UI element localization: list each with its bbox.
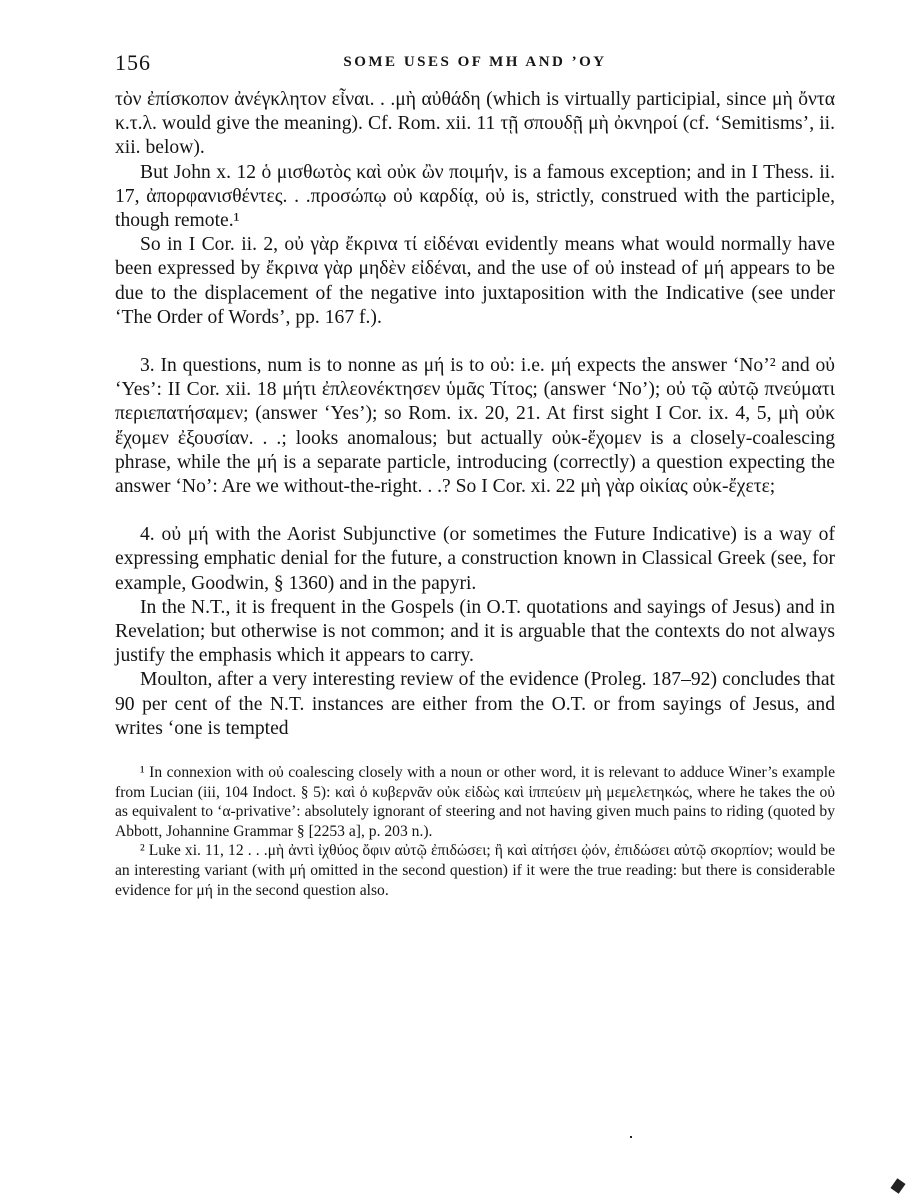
paragraph-i-cor: So in I Cor. ii. 2, οὐ γὰρ ἔκρινα τί εἰδέναι evidently means what would normally have been expressed by ἔκρινα γὰρ μηδὲν εἰδέναι, and the use of οὐ instead of μή appears to be due to the displacement of the negative into juxtaposition with the Indicative (see under ‘The Order of Words’, pp. 167 f.). [115, 234, 835, 328]
paragraph-section-3-questions: 3. In questions, num is to nonne as μή is to οὐ: i.e. μή expects the answer ‘No’² and οὐ ‘Yes’: II Cor. xii. 18 μήτι ἐπλεονέκτησεν ὑμᾶς Τίτος; (answer ‘No’); οὐ τῷ αὐτῷ πνεύματι περιεπατήσαμεν; (answer ‘Yes’); so Rom. ix. 20, 21. At first sight I Cor. ix. 4, 5, μὴ οὐκ ἔχομεν ἐξουσίαν. . .; looks anomalous; but actually οὐκ-ἔχομεν is a closely-coalescing phrase, while the μή is a separate particle, introducing (correctly) a question expecting the answer ‘No’: Are we without-the-right. . .? So I Cor. xi. 22 μὴ γὰρ οἰκίας οὐκ-ἔχετε; [115, 355, 835, 498]
footnote-2: ² Luke xi. 11, 12 . . .μὴ ἀντὶ ἰχθύος ὄφιν αὐτῷ ἐπιδώσει; ἢ καὶ αἰτήσει ᾠόν, ἐπιδώσει αὐτῷ σκορπίον; would be an interesting variant (with μή omitted in the second question) if it were the true reading: but there is considerable evidence for μή in the second question also. [115, 842, 835, 899]
paragraph-moulton: Moulton, after a very interesting review of the evidence (Proleg. 187–92) concludes that 90 per cent of the N.T. instances are either from the O.T. or from sayings of Jesus, and writes ‘one is tempted [115, 669, 835, 739]
page-number: 156 [115, 50, 151, 75]
footnote-1: ¹ In connexion with οὐ coalescing closely with a noun or other word, it is relevant to adduce Winer’s example from Lucian (iii, 104 Indoct. § 5): καὶ ὁ κυβερνᾶν οὐκ εἰδὼς καὶ ἱππεύειν μὴ μεμελετηκώς, where he takes the οὐ as equivalent to ‘α-privative’: absolutely ignorant of steering and not having given much pains to riding (quoted by Abbott, Johannine Grammar § [2253 a], p. 203 n.). [115, 764, 835, 840]
page-header [115, 48, 835, 78]
book-page [115, 48, 835, 900]
paragraph-john-exception: But John x. 12 ὁ μισθωτὸς καὶ οὐκ ὢν ποιμήν, is a famous exception; and in I Thess. ii. 17, ἀπορφανισθέντες. . .προσώπῳ οὐ καρδίᾳ, οὐ is, strictly, construed with the participle, though remote.¹ [115, 161, 835, 232]
paragraph-nt-usage: In the N.T., it is frequent in the Gospels (in O.T. quotations and sayings of Jesus) and in Revelation; but otherwise is not common; and it is arguable that the contexts do not always justify the emphasis which it appears to carry. [115, 596, 835, 667]
paragraph-section-4-ou-me: 4. οὐ μή with the Aorist Subjunctive (or sometimes the Future Indicative) is a way of expressing emphatic denial for the future, a construction known in Classical Greek (see, for example, Goodwin, § 1360) and in the papyri. [115, 524, 835, 594]
scan-corner-mark [890, 1178, 905, 1194]
running-head: SOME USES OF MH AND ’OY [343, 54, 607, 70]
footnotes [115, 763, 835, 900]
paragraph-continuation: τὸν ἐπίσκοπον ἀνέγκλητον εἶναι. . .μὴ αὐθάδη (which is virtually participial, since μὴ ὄντα κ.τ.λ. would give the meaning). Cf. Rom. xii. 11 τῇ σπουδῇ μὴ ὀκνηροί (cf. ‘Semitisms’, ii. xii. below). [115, 89, 835, 159]
body-text [115, 88, 835, 741]
scan-speck [630, 1136, 632, 1138]
